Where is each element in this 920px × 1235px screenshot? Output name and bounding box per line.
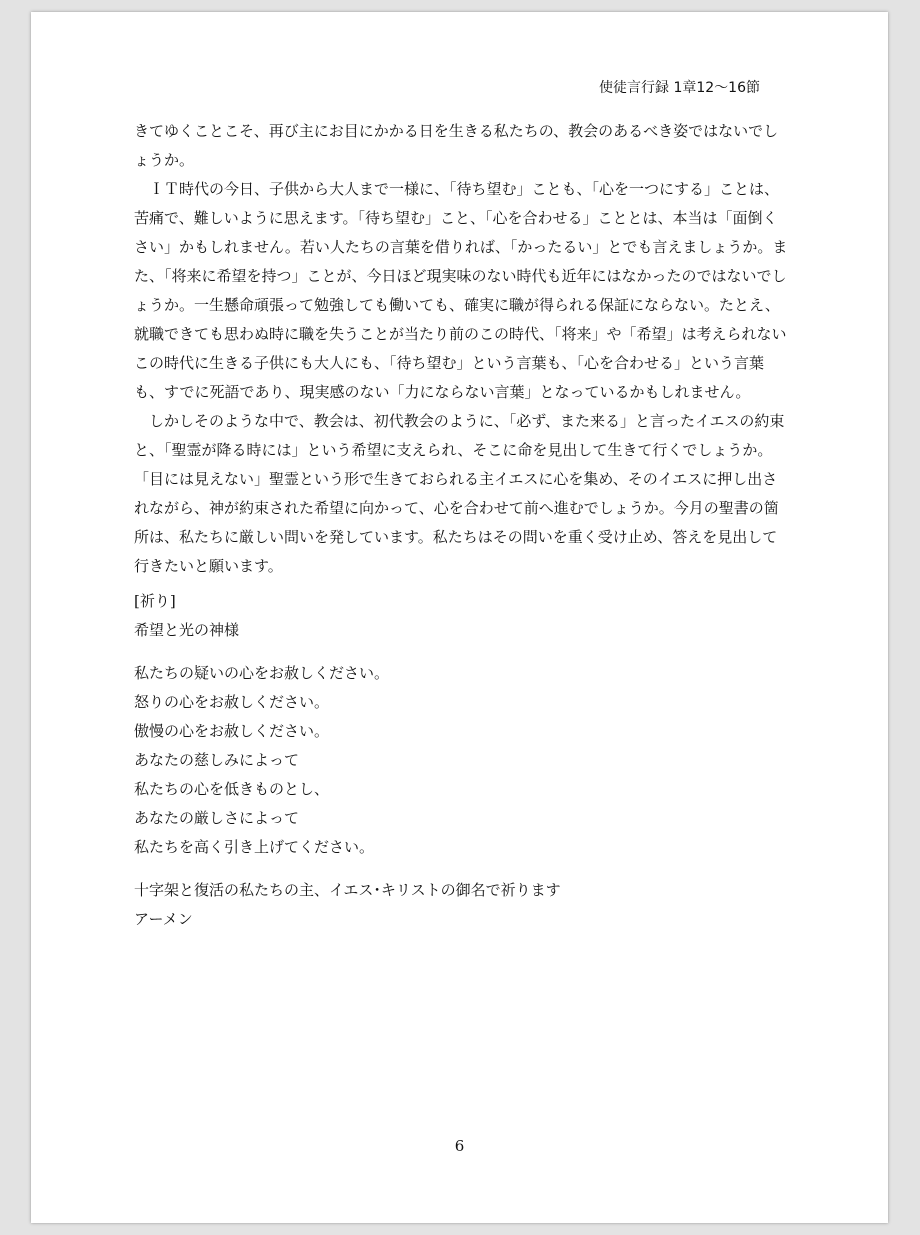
body-text <box>134 117 789 581</box>
document-page <box>31 12 888 1223</box>
running-header: 使徒言行録 1章12〜16節 <box>599 80 760 96</box>
spacer <box>134 862 789 876</box>
prayer-line: 私たちの心を低きものとし、 <box>134 780 330 798</box>
paragraph: ＩＴ時代の今日、子供から大人まで一様に、「待ち望む」ことも、「心を一つにする」ことは、苦痛で、難しいように思えます。「待ち望む」こと、「心を合わせる」こととは、本当は「面倒くさい」かもしれません。若い人たちの言葉を借りれば、「かったるい」とでも言えましょうか。また、「将来に希望を持つ」ことが、今日ほど現実味のない時代も近年にはなかったのではないでしょうか。一生懸命頑張って勉強しても働いても、確実に職が得られる保証にならない。たとえ、就職できても思わぬ時に職を失うことが当たり前のこの時代、「将来」や「希望」は考えられないこの時代に生きる子供にも大人にも、「待ち望む」という言葉も、「心を合わせる」という言葉も、すでに死語であり、現実感のない「力にならない言葉」となっているかもしれません。 <box>134 180 788 401</box>
page-number: 6 <box>454 1137 465 1155</box>
prayer-amen: アーメン <box>134 910 193 928</box>
prayer-line: 傲慢の心をお赦しください。 <box>134 722 330 740</box>
paragraph: しかしそのような中で、教会は、初代教会のように、「必ず、また来る」と言ったイエスの約束と、「聖霊が降る時には」という希望に支えられ、そこに命を見出して生きて行くでしょうか。「目には見えない」聖霊という形で生きておられる主イエスに心を集め、そのイエスに押し出されながら、神が約束された希望に向かって、心を合わせて前へ進むでしょうか。今月の聖書の箇所は、私たちに厳しい問いを発しています。私たちはその問いを重く受け止め、答えを見出して行きたいと願います。 <box>134 412 785 575</box>
spacer <box>134 645 789 659</box>
prayer-line: 怒りの心をお赦しください。 <box>134 693 330 711</box>
prayer-line: あなたの厳しさによって <box>134 809 300 827</box>
paragraph: きてゆくことこそ、再び主にお目にかかる日を生きる私たちの、教会のあるべき姿ではないでしょうか。 <box>134 122 779 169</box>
prayer-heading: [祈り] <box>134 592 176 610</box>
prayer-line: あなたの慈しみによって <box>134 751 300 769</box>
prayer-line: 私たちを高く引き上げてください。 <box>134 838 375 856</box>
prayer-address: 希望と光の神様 <box>134 621 240 639</box>
prayer-line: 私たちの疑いの心をお赦しください。 <box>134 664 390 682</box>
prayer-section <box>134 587 789 934</box>
prayer-closing: 十字架と復活の私たちの主、イエス･キリストの御名で祈ります <box>134 881 561 899</box>
